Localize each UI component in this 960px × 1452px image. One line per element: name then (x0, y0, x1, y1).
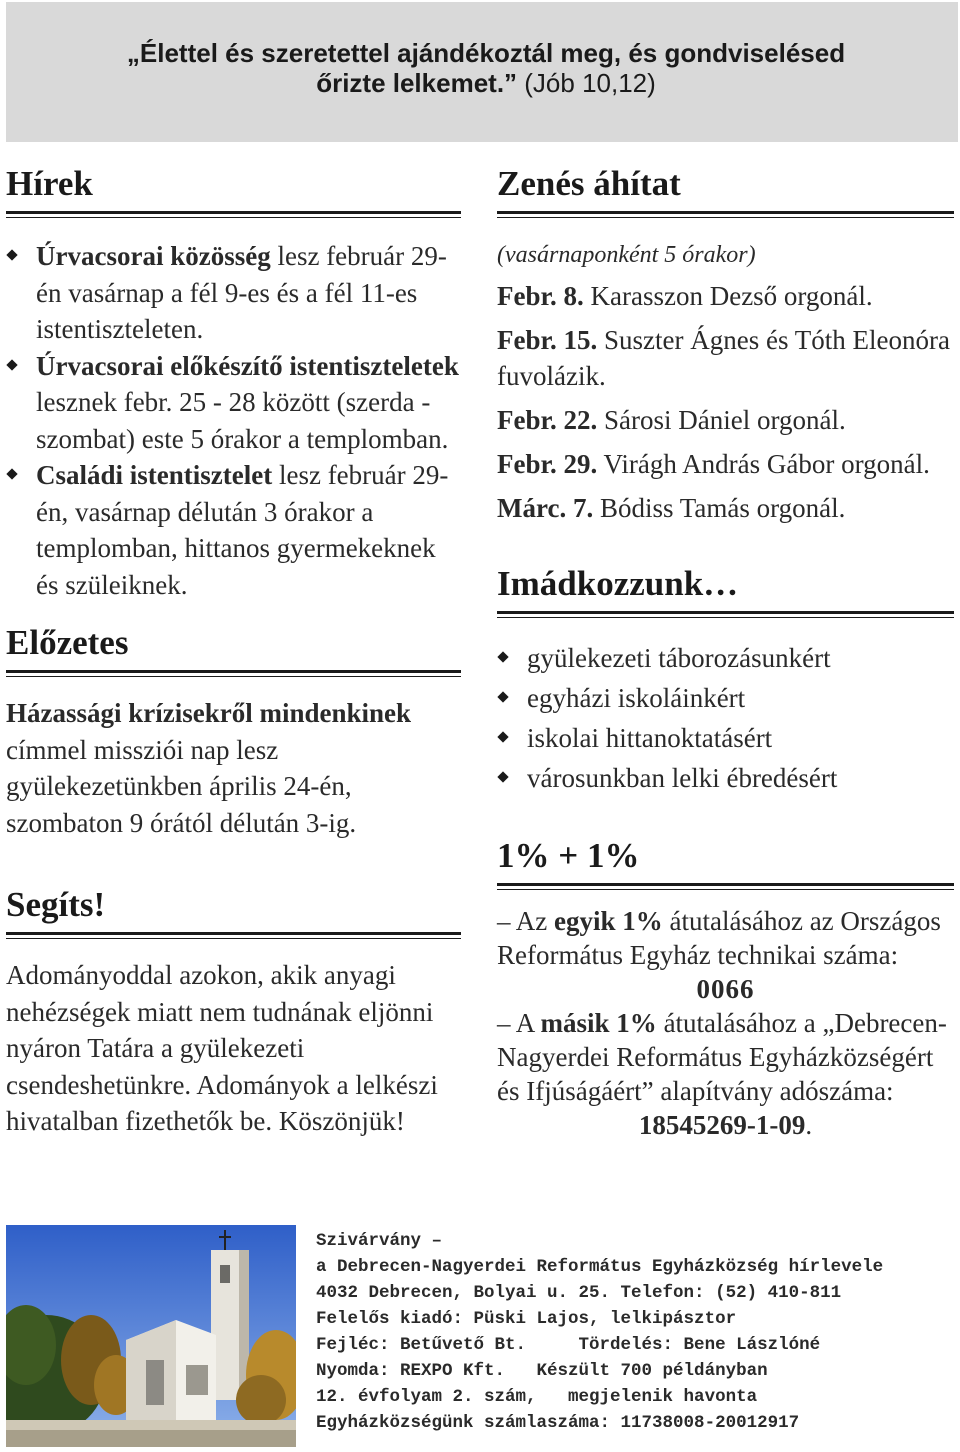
church-photo (6, 1225, 296, 1447)
prayer-list (497, 638, 954, 798)
concert-date: Febr. 8. (497, 281, 584, 311)
diamond-bullet-icon (497, 771, 508, 782)
music-schedule-note: (vasárnaponként 5 órakor) (497, 242, 756, 268)
concert-date: Febr. 22. (497, 405, 598, 435)
quote-line-2: őrizte lelkemet.” (316, 68, 525, 98)
percent-text: átutalásához az Országos Református Egyház technikai száma: (497, 906, 941, 970)
list-item (497, 322, 954, 394)
percent-prefix: – Az (497, 906, 554, 936)
diamond-bullet-icon (6, 249, 17, 260)
prayer-item-text: iskolai hittanoktatásért (527, 723, 773, 753)
heading-rule-thin (6, 217, 461, 218)
concert-date: Febr. 29. (497, 449, 598, 479)
list-item (497, 758, 954, 798)
imprint-line: a Debrecen-Nagyerdei Református Egyházközség hírlevele (316, 1257, 884, 1277)
list-item (6, 348, 461, 458)
concert-text: Bódiss Tamás orgonál. (593, 493, 846, 523)
quote-banner (6, 2, 958, 142)
music-heading: Zenés áhítat (497, 164, 681, 203)
heading-rule-thin (497, 889, 954, 890)
list-item (6, 238, 461, 348)
prayer-item-text: egyházi iskoláinkért (527, 683, 746, 713)
prayer-item-text: városunkban lelki ébredésért (527, 763, 838, 793)
percent-paragraph-2 (497, 1006, 954, 1108)
help-heading: Segíts! (6, 885, 106, 924)
list-item (497, 490, 954, 526)
imprint-line: Fejléc: Betűvető Bt. Tördelés: Bene Lászlóné (316, 1335, 821, 1355)
preview-body: címmel missziói nap lesz gyülekezetünkben április 24-én, szombaton 9 órától délután 3-ig. (6, 734, 357, 838)
imprint-line: 12. évfolyam 2. szám, megjelenik havonta (316, 1387, 758, 1407)
percent-paragraph-1 (497, 904, 954, 972)
news-item-title: Családi istentisztelet (36, 460, 273, 490)
news-item-title: Úrvacsorai közösség (36, 241, 271, 271)
concert-text: Sárosi Dániel orgonál. (597, 405, 846, 435)
quote-line-1: „Élettel és szeretettel ajándékoztál meg, és gondviselésed (126, 38, 846, 68)
percent-text: átutalásához a „Debrecen-Nagyerdei Református Egyházközségért és Ifjúságáért” alapítvány adószáma: (497, 1008, 947, 1106)
news-item-text: lesz február 29-én vasárnap a fél 9-es és a fél 11-es istentiszteleten. (36, 241, 447, 344)
imprint-line: Felelős kiadó: Püski Lajos, lelkipásztor (316, 1309, 737, 1329)
news-heading: Hírek (6, 164, 93, 203)
percent-label: másik 1% (540, 1008, 657, 1038)
heading-rule-thin (6, 676, 461, 677)
list-item (497, 278, 954, 314)
list-item (497, 446, 954, 482)
news-item-title: Úrvacsorai előkészítő istentiszteletek (36, 350, 459, 381)
heading-rule (6, 932, 461, 935)
imprint-line: 4032 Debrecen, Bolyai u. 25. Telefon: (52) 410-811 (316, 1283, 842, 1303)
diamond-bullet-icon (497, 731, 508, 742)
concert-text: Suszter Ágnes és Tóth Eleonóra fuvolázik. (497, 325, 950, 391)
percent-heading: 1% + 1% (497, 836, 640, 875)
right-column (497, 162, 954, 1142)
concert-date: Febr. 15. (497, 325, 598, 355)
news-list (6, 238, 461, 603)
concert-text: Virágh András Gábor orgonál. (597, 449, 930, 479)
diamond-bullet-icon (497, 651, 508, 662)
heading-rule (497, 611, 954, 614)
news-item-text: lesznek febr. 25 - 28 között (szerda - szombat) este 5 órakor a templomban. (36, 387, 449, 454)
tax-number-suffix: . (805, 1110, 813, 1140)
preview-heading: Előzetes (6, 623, 129, 662)
heading-rule (6, 211, 461, 214)
heading-rule (497, 883, 954, 886)
list-item (497, 638, 954, 678)
heading-rule (6, 670, 461, 673)
list-item (497, 718, 954, 758)
imprint-line: Egyházközségünk számlaszáma: 11738008-20012917 (316, 1413, 800, 1433)
heading-rule-thin (497, 217, 954, 218)
foundation-tax-number (497, 1108, 954, 1142)
diamond-bullet-icon (6, 359, 17, 370)
imprint-line: Nyomda: REXPO Kft. Készült 700 példányban (316, 1361, 768, 1381)
prayer-item-text: gyülekezeti táborozásunkért (527, 643, 831, 673)
heading-rule-thin (497, 617, 954, 618)
diamond-bullet-icon (497, 691, 508, 702)
list-item (6, 457, 461, 603)
prayer-heading: Imádkozzunk… (497, 564, 739, 603)
concert-text: Karasszon Dezső orgonál. (583, 281, 873, 311)
imprint-block (316, 1228, 956, 1436)
church-code: 0066 (696, 974, 755, 1004)
heading-rule (497, 211, 954, 214)
concert-date: Márc. 7. (497, 493, 594, 523)
quote-reference: (Jób 10,12) (524, 68, 656, 98)
preview-title: Házassági krízisekről mindenkinek (6, 698, 412, 728)
percent-label: egyik 1% (554, 906, 663, 936)
diamond-bullet-icon (6, 468, 17, 479)
help-text: Adományoddal azokon, akik anyagi nehézségek miatt nem tudnának eljönni nyáron Tatára a gyülekezeti csendeshetünkre. Adományok a lelkészi hivatalban fizethetők be. Köszönjük! (6, 960, 438, 1136)
list-item (497, 402, 954, 438)
left-column (6, 162, 461, 1140)
list-item (497, 678, 954, 718)
heading-rule-thin (6, 938, 461, 939)
tax-number: 18545269-1-09 (638, 1110, 806, 1140)
news-item-text: lesz február 29-én, vasárnap délután 3 órakor a templomban, hittanos gyermekeknek és szüleiknek. (36, 460, 449, 600)
concert-list (497, 278, 954, 526)
bible-quote (46, 38, 926, 98)
imprint-line: Szivárvány – (316, 1231, 443, 1251)
percent-prefix: – A (497, 1008, 541, 1038)
preview-text (6, 695, 461, 841)
